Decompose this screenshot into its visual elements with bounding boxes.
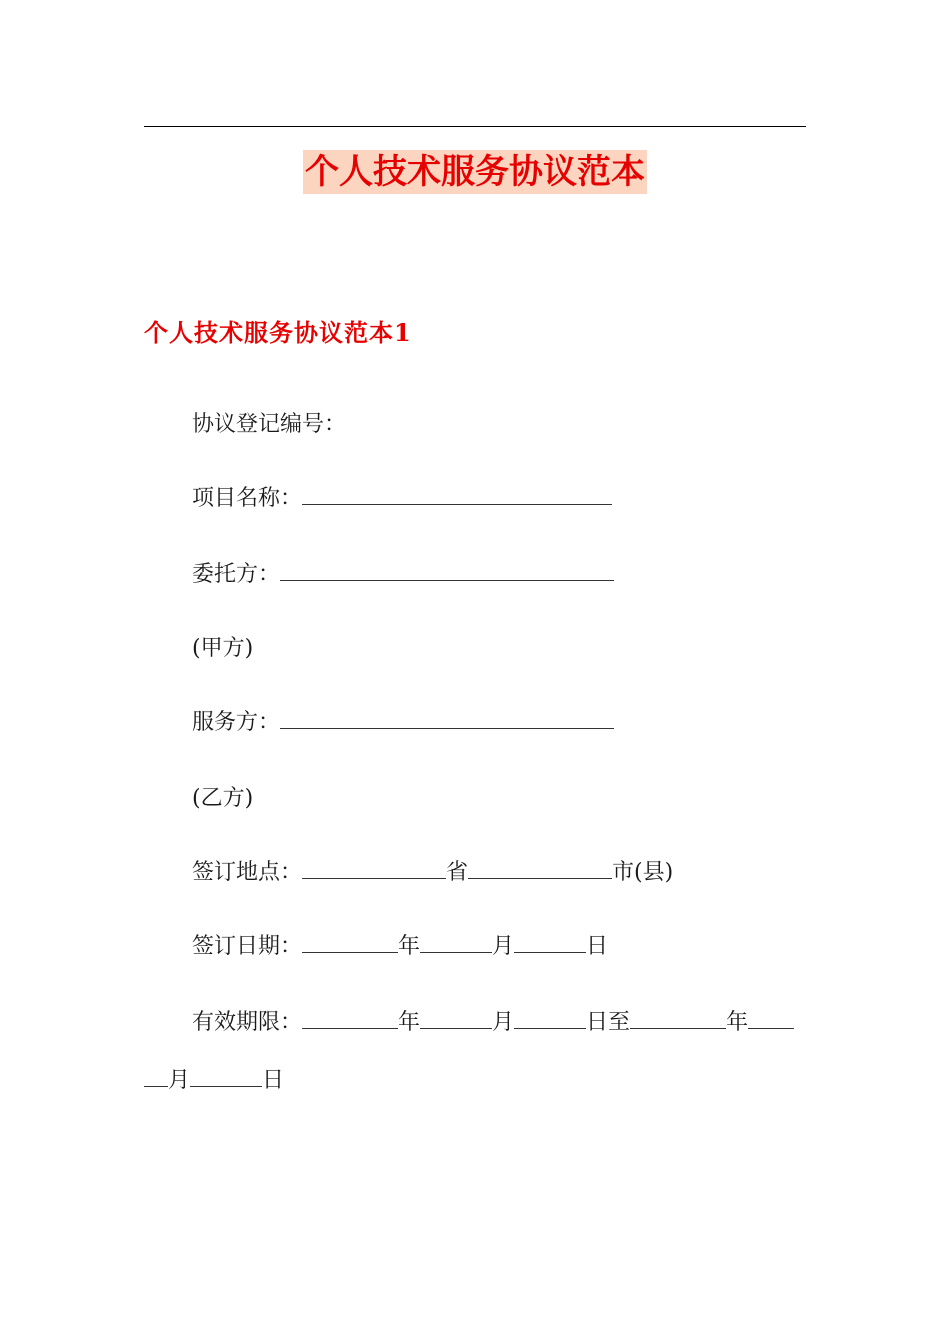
sign-place-label: 签订地点：: [192, 860, 303, 885]
client-label: 委托方：: [192, 562, 281, 587]
header-rule: [144, 126, 806, 127]
sign-year-label: 年: [398, 934, 421, 959]
client-blank[interactable]: [280, 560, 614, 581]
city-county-label: 市(县): [612, 860, 674, 885]
validity-label: 有效期限：: [192, 1010, 303, 1035]
validity-line: [192, 1008, 794, 1038]
province-blank[interactable]: [302, 858, 446, 879]
sign-month-label: 月: [492, 934, 515, 959]
validity-end-day-label: 日: [262, 1068, 285, 1093]
validity-start-year-blank[interactable]: [302, 1008, 398, 1029]
project-name-blank[interactable]: [302, 484, 612, 505]
sign-date-line: [192, 932, 608, 962]
sign-day-blank[interactable]: [514, 932, 586, 953]
province-label: 省: [446, 860, 469, 885]
provider-line: [192, 708, 614, 738]
party-b-line: [192, 784, 253, 814]
validity-end-month-blank-start[interactable]: [748, 1008, 794, 1029]
validity-start-day-blank[interactable]: [514, 1008, 586, 1029]
validity-start-month-blank[interactable]: [420, 1008, 492, 1029]
provider-label: 服务方：: [192, 710, 281, 735]
provider-blank[interactable]: [280, 708, 614, 729]
sign-place-line: [192, 858, 673, 888]
validity-line-continued: [144, 1066, 284, 1096]
document-title-text: 个人技术服务协议范本: [305, 152, 645, 192]
registration-number-line: [192, 410, 346, 440]
validity-end-month-blank-end[interactable]: [144, 1066, 168, 1087]
validity-end-year-blank[interactable]: [630, 1008, 726, 1029]
city-blank[interactable]: [468, 858, 612, 879]
project-name-label: 项目名称：: [192, 486, 303, 511]
section-heading: 个人技术服务协议范本1: [144, 318, 412, 347]
party-a-line: [192, 634, 253, 664]
party-b-label: (乙方): [192, 786, 254, 811]
party-a-label: (甲方): [192, 636, 254, 661]
registration-number-label: 协议登记编号：: [192, 412, 347, 437]
sign-date-label: 签订日期：: [192, 934, 303, 959]
validity-end-month-label: 月: [168, 1068, 191, 1093]
validity-end-year-label: 年: [726, 1010, 749, 1035]
sign-day-label: 日: [586, 934, 609, 959]
document-title: [0, 150, 950, 194]
validity-end-day-blank[interactable]: [190, 1066, 262, 1087]
validity-start-year-label: 年: [398, 1010, 421, 1035]
validity-start-month-label: 月: [492, 1010, 515, 1035]
project-name-line: [192, 484, 612, 514]
sign-month-blank[interactable]: [420, 932, 492, 953]
sign-year-blank[interactable]: [302, 932, 398, 953]
client-line: [192, 560, 614, 590]
validity-day-to-label: 日至: [586, 1010, 631, 1035]
